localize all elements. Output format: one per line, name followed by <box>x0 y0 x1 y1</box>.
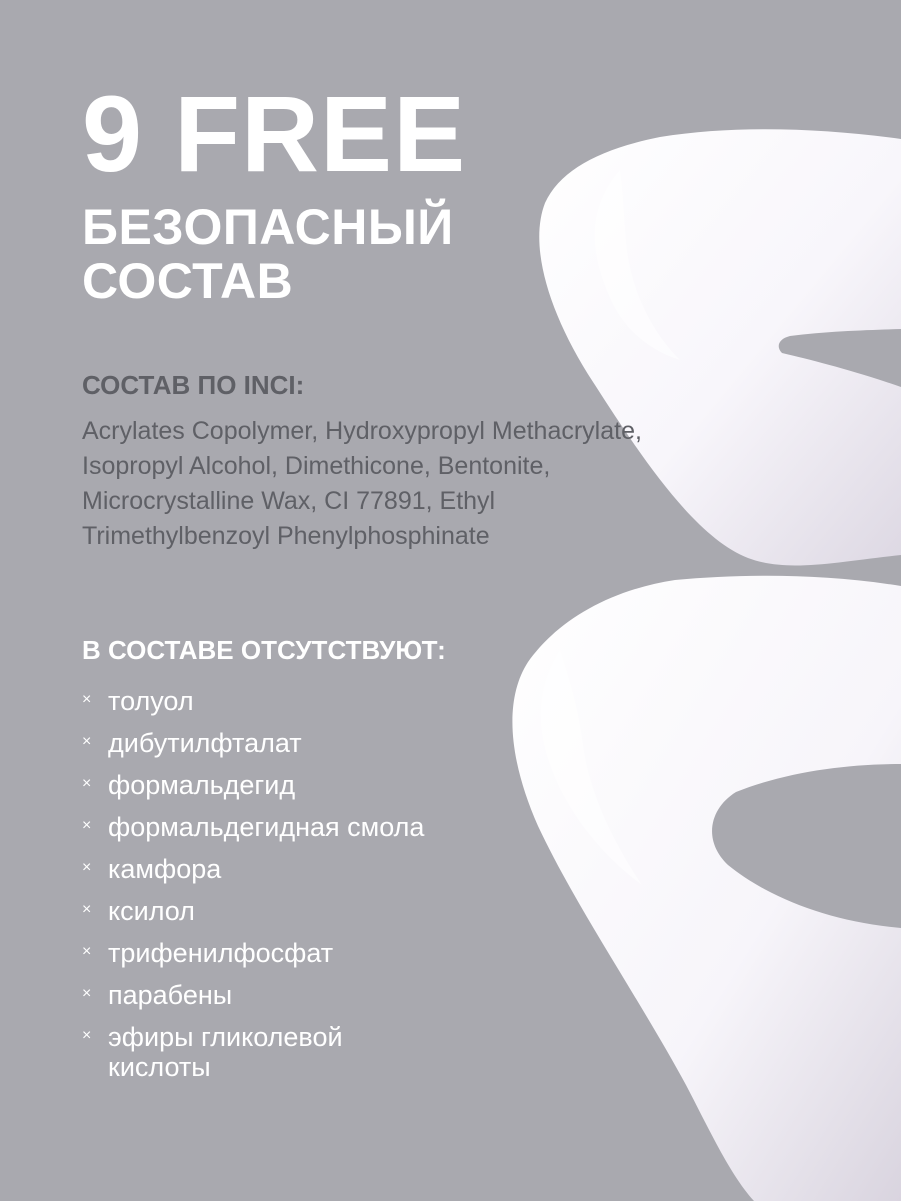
list-item-label: эфиры гликолевой кислоты <box>108 1022 343 1082</box>
x-icon: × <box>82 943 92 960</box>
list-item-label: ксилол <box>108 896 195 926</box>
x-icon: × <box>82 1027 92 1044</box>
list-item <box>82 770 428 800</box>
x-icon: × <box>82 901 92 918</box>
x-icon: × <box>82 859 92 876</box>
list-item-label: формальдегидная смола <box>108 812 425 842</box>
subhead-line-2: СОСТАВ <box>82 253 294 309</box>
list-item <box>82 896 428 926</box>
subhead-line-1: БЕЗОПАСНЫЙ <box>82 199 454 255</box>
list-item-label: парабены <box>108 980 233 1010</box>
hero-heading <box>82 73 642 309</box>
list-item-label: формальдегид <box>108 770 296 800</box>
list-item-label: камфора <box>108 854 222 884</box>
x-icon: × <box>82 691 92 708</box>
x-icon: × <box>82 775 92 792</box>
list-item-label: толуол <box>108 686 194 716</box>
x-icon: × <box>82 985 92 1002</box>
list-item <box>82 938 428 968</box>
x-icon: × <box>82 817 92 834</box>
lower-swirl-shape <box>512 576 901 1201</box>
absent-ingredients-list <box>82 686 428 1094</box>
list-item-label: дибутилфталат <box>108 728 302 758</box>
list-item <box>82 686 428 716</box>
subhead <box>82 200 642 308</box>
inci-title: СОСТАВ ПО INCI: <box>82 370 305 400</box>
list-item-label: трифенилфосфат <box>108 938 334 968</box>
headline: 9 FREE <box>82 73 467 194</box>
list-item <box>82 1022 428 1082</box>
list-item <box>82 812 428 842</box>
inci-text: Acrylates Copolymer, Hydroxypropyl Methacrylate, Isopropyl Alcohol, Dimethicone, Bentonite, Microcrystalline Wax, CI 77891, Ethyl Trimethylbenzoyl Phenylphosphinate <box>82 417 642 550</box>
list-item <box>82 980 428 1010</box>
list-item <box>82 854 428 884</box>
x-icon: × <box>82 733 92 750</box>
list-item <box>82 728 428 758</box>
absent-title: В СОСТАВЕ ОТСУТСТВУЮТ: <box>82 635 446 665</box>
